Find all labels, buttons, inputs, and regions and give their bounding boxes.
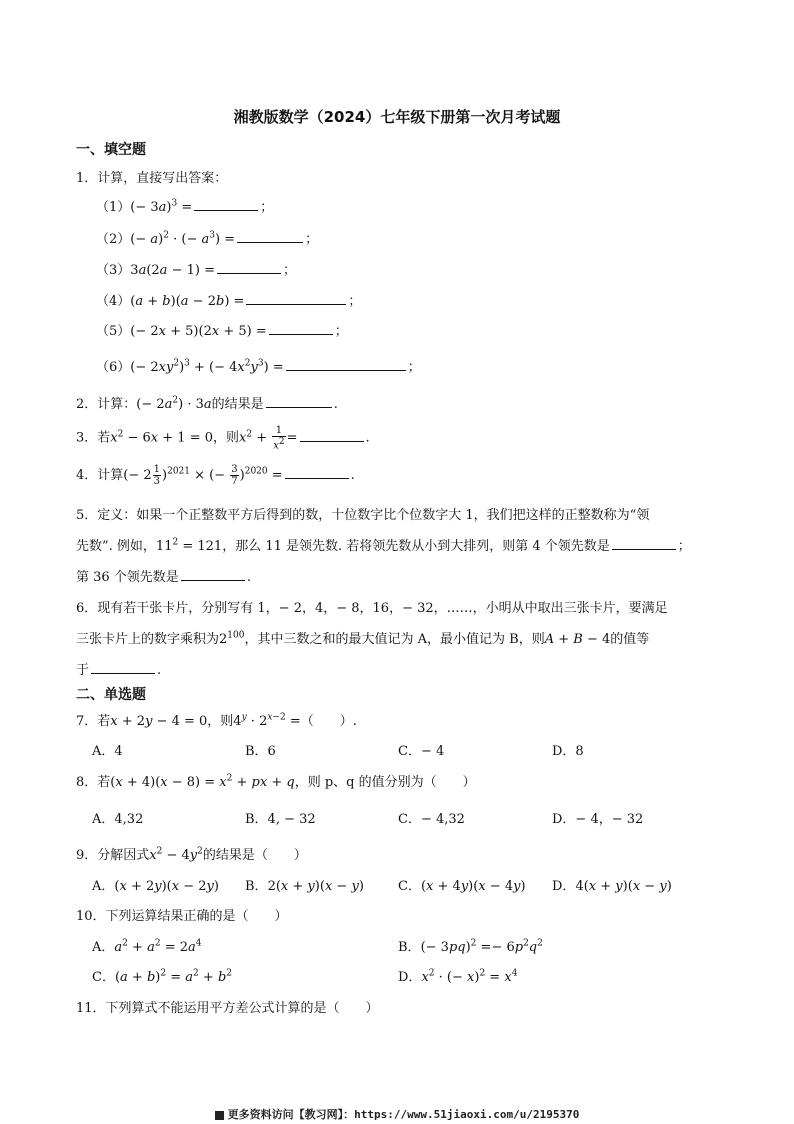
- question-11: 11．下列算式不能运用平方差公式计算的是（ ）: [76, 1001, 379, 1016]
- question-7-option-d[interactable]: D．8: [552, 744, 584, 759]
- section-single-choice: 二、单选题: [76, 687, 146, 703]
- question-8: 8．若$(x + 4)(x - 8) = x^2$ + px + q，则 p、q 的值分别为（ ）: [76, 773, 476, 790]
- question-10-option-d[interactable]: D．$x^2$ · (− $x)^2 = x^4$: [398, 968, 518, 985]
- page-title: 湘教版数学（2024）七年级下册第一次月考试题: [233, 108, 561, 126]
- question-9-option-a[interactable]: A．(x + 2y)(x − 2y): [92, 879, 219, 894]
- question-8-option-b[interactable]: B．4, − 32: [245, 812, 316, 827]
- question-1-part-4: （4）(a + b)(a − 2b) = ；: [96, 294, 362, 309]
- question-9-option-b[interactable]: B．2(x + y)(x − y): [245, 879, 364, 894]
- question-7: 7．若x + 2y − 4 = 0，则$4^y \cdot 2^{x-2}$ =（ ）.: [76, 712, 357, 729]
- answer-blank[interactable]: [266, 395, 332, 408]
- flag-icon: [215, 1111, 224, 1120]
- question-6-line-3: 于 .: [76, 663, 162, 678]
- question-9-option-c[interactable]: C．(x + 4y)(x − 4y): [398, 879, 526, 894]
- question-10-option-b[interactable]: B．(− $3pq)^2 =- 6p^2q^2$: [398, 938, 543, 955]
- question-8-option-a[interactable]: A．4,32: [92, 812, 144, 827]
- question-1-part-6: $(6)(- 2xy^2)^3$ + (− $4x^2y^3$) = ；: [96, 358, 421, 375]
- question-1-part-1: $(1)(- 3a)^3$ = ；: [96, 198, 274, 215]
- answer-blank[interactable]: [217, 261, 281, 274]
- answer-blank[interactable]: [194, 198, 258, 211]
- question-5-line-3: 第 36 个领先数是 .: [76, 570, 251, 585]
- question-1-part-5: （5）(− 2x + 5)(2x + 5) = ；: [96, 324, 348, 339]
- answer-blank[interactable]: [181, 568, 245, 581]
- question-1-part-3: （3）3a(2a − 1) = ；: [96, 263, 296, 278]
- answer-blank[interactable]: [246, 292, 346, 305]
- question-6-line-2: 三张卡片上的数字乘积为$2^{100}$，其中三数之和的最大值记为 A，最小值记为 B，则A + B − 4的值等: [76, 630, 650, 647]
- answer-blank[interactable]: [269, 322, 333, 335]
- question-5-line-2: 先数”. 例如，$11^2 = 121$，那么 11 是领先数. 若将领先数从小到大排列，则第 4 个领先数是 ；: [76, 537, 691, 554]
- question-9-option-d[interactable]: D．4(x + y)(x − y): [552, 879, 672, 894]
- question-9: 9．分解因式$x^2 - 4y^2$的结果是（ ）: [76, 846, 307, 863]
- footer-link[interactable]: 更多资料访问【教习网】：https://www.51jiaoxi.com/u/2195370: [0, 1106, 794, 1122]
- question-6-line-1: 6．现有若干张卡片，分别写有 1，− 2，4，− 8，16，− 32，……，小明从中取出三张卡片，要满足: [76, 601, 668, 616]
- answer-blank[interactable]: [300, 429, 364, 442]
- answer-blank[interactable]: [237, 230, 303, 243]
- question-7-option-c[interactable]: C．− 4: [398, 744, 445, 759]
- question-10-option-a[interactable]: A．$a^2 + a^2 = 2a^4$: [92, 938, 202, 955]
- section-fill-in: 一、填空题: [76, 142, 146, 158]
- question-7-option-a[interactable]: A．4: [92, 744, 123, 759]
- question-3: 3．若$x^2 - 6x + 1 = 0$，则$x^2$ + $\frac{1}{x^2}$ = .: [76, 425, 370, 452]
- question-8-option-d[interactable]: D．− 4，− 32: [552, 812, 644, 827]
- question-5-line-1: 5．定义：如果一个正整数平方后得到的数，十位数字比个位数字大 1，我们把这样的正整数称为“领: [76, 508, 650, 523]
- question-10: 10．下列运算结果正确的是（ ）: [76, 909, 288, 924]
- question-1-stem: 1．计算，直接写出答案：: [76, 171, 228, 186]
- answer-blank[interactable]: [286, 358, 406, 371]
- answer-blank[interactable]: [285, 466, 349, 479]
- question-7-option-b[interactable]: B．6: [245, 744, 276, 759]
- question-1-part-2: $(2)(- a)^2$ · (− $a^3$) = ；: [96, 230, 319, 247]
- answer-blank[interactable]: [91, 661, 155, 674]
- question-8-option-c[interactable]: C．− 4,32: [398, 812, 465, 827]
- question-2: 2．计算：(− $2a^2) \cdot 3a$的结果是 .: [76, 395, 338, 412]
- answer-blank[interactable]: [612, 537, 676, 550]
- question-4: 4．计算(− 2 $\frac{1}{3}$ )$^{2021}$ × (− $\frac{3}{7}$ )$^{2020}$ = .: [76, 464, 355, 487]
- question-10-option-c[interactable]: C．$(a + b)^2 = a^2 + b^2$: [92, 968, 233, 985]
